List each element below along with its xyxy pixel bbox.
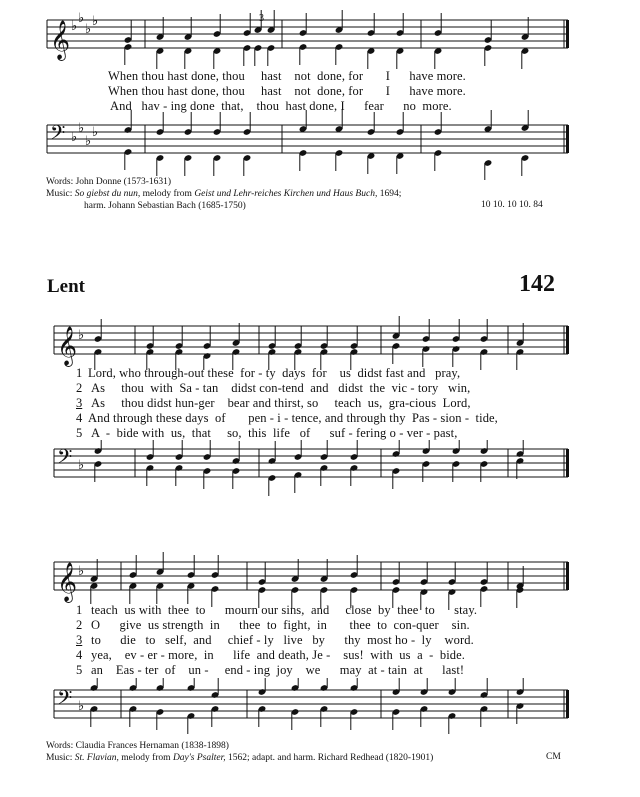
verse-line: an Eas - ter of un - end - ing joy we may at - tain at last! xyxy=(91,663,465,677)
treble-clef-icon: 𝄞 xyxy=(57,562,78,602)
hymn-words-credit: Words: Claudia Frances Hernaman (1838-1898) xyxy=(46,741,229,751)
verse-line: O give us strength in thee to fight, in thee to con-quer sin. xyxy=(91,618,470,632)
verse-number: 4 xyxy=(76,411,83,425)
verse-line: And through these days of pen - i - tence, and through thy Pas - sion - tide, xyxy=(88,411,498,425)
hymn-meter: CM xyxy=(546,752,561,762)
verse-line: As thou with Sa - tan didst con-tend and didst the vic - tory win, xyxy=(91,381,471,395)
hymn-music-credit: Music: St. Flavian, melody from Day's Psalter, 1562; adapt. and harm. Richard Redhead (1820-1901) xyxy=(46,753,434,763)
flat-icon: ♭ xyxy=(71,130,78,145)
flat-icon: ♭ xyxy=(92,14,99,29)
verse-line: As thou didst hun-ger bear and thirst, so teach us, gra-cious Lord, xyxy=(91,396,471,410)
prev-hymn-words-credit: Words: John Donne (1573-1631) xyxy=(46,177,172,187)
prev-hymn-treble-staff xyxy=(0,0,640,70)
flat-icon: ♭ xyxy=(78,328,85,343)
final-bar-thick xyxy=(566,20,569,48)
flat-icon: ♭ xyxy=(78,699,85,714)
section-title: Lent xyxy=(47,276,85,297)
verse-line: to die to self, and chief - ly live by thy most ho - ly word. xyxy=(91,633,474,647)
bass-clef-icon: 𝄢 xyxy=(50,121,66,149)
flat-icon: ♭ xyxy=(78,564,85,579)
system2-treble-staff xyxy=(0,550,640,610)
flat-icon: ♭ xyxy=(78,11,85,26)
final-bar-thick xyxy=(566,690,569,718)
final-bar-thick xyxy=(566,326,569,354)
system1-treble-staff xyxy=(0,310,640,370)
verse-number: 4 xyxy=(76,648,83,662)
verse-number: 2 xyxy=(76,381,83,395)
prev-hymn-bass-staff xyxy=(0,110,640,180)
verse-number: 1 xyxy=(76,366,83,380)
flat-icon: ♭ xyxy=(78,121,85,136)
flat-icon: ♭ xyxy=(85,134,92,149)
final-bar-thick xyxy=(566,125,569,153)
prev-hymn-harm-credit: harm. Johann Sebastian Bach (1685-1750) xyxy=(84,201,246,211)
verse-number: 3 xyxy=(76,396,83,410)
flat-icon: ♭ xyxy=(71,19,78,34)
triplet-mark: 3 xyxy=(259,13,264,24)
verse-line: A - bide with us, that so, this life of suf - fering o - ver - past, xyxy=(91,426,458,440)
bass-clef-icon: 𝄢 xyxy=(57,445,73,473)
prev-hymn-music-credit: Music: So giebst du nun, melody from Geist und Lehr-reiches Kirchen und Haus Buch, 1694; xyxy=(46,189,402,199)
verse-line: yea, ev - er - more, in life and death, Je - sus! with us a - bide. xyxy=(91,648,466,662)
prev-hymn-lyric-line-1: When thou hast done, thou hast not done, for I have more. xyxy=(108,69,466,83)
treble-clef-icon: 𝄞 xyxy=(50,20,71,60)
hymn-number: 142 xyxy=(519,271,555,297)
bass-clef-icon: 𝄢 xyxy=(57,686,73,714)
final-bar-thick xyxy=(566,562,569,590)
flat-icon: ♭ xyxy=(92,125,99,140)
prev-hymn-meter: 10 10. 10 10. 84 xyxy=(481,200,543,210)
verse-line: Lord, who through-out these for - ty days for us didst fast and pray, xyxy=(88,366,461,380)
system1-bass-staff xyxy=(0,440,640,500)
prev-hymn-lyric-line-2: When thou hast done, thou hast not done, for I have more. xyxy=(108,84,466,98)
final-bar-thick xyxy=(566,449,569,477)
prev-hymn-lyric-line-3: And hav - ing done that, thou hast done, I fear no more. xyxy=(110,99,452,113)
flat-icon: ♭ xyxy=(85,22,92,37)
system2-bass-staff xyxy=(0,678,640,738)
verse-number: 2 xyxy=(76,618,83,632)
verse-number: 3 xyxy=(76,633,83,647)
verse-number: 5 xyxy=(76,663,83,677)
verse-number: 1 xyxy=(76,603,83,617)
verse-number: 5 xyxy=(76,426,83,440)
verse-line: teach us with thee to mourn our sins, and close by thee to stay. xyxy=(91,603,478,617)
treble-clef-icon: 𝄞 xyxy=(57,326,78,366)
flat-icon: ♭ xyxy=(78,458,85,473)
